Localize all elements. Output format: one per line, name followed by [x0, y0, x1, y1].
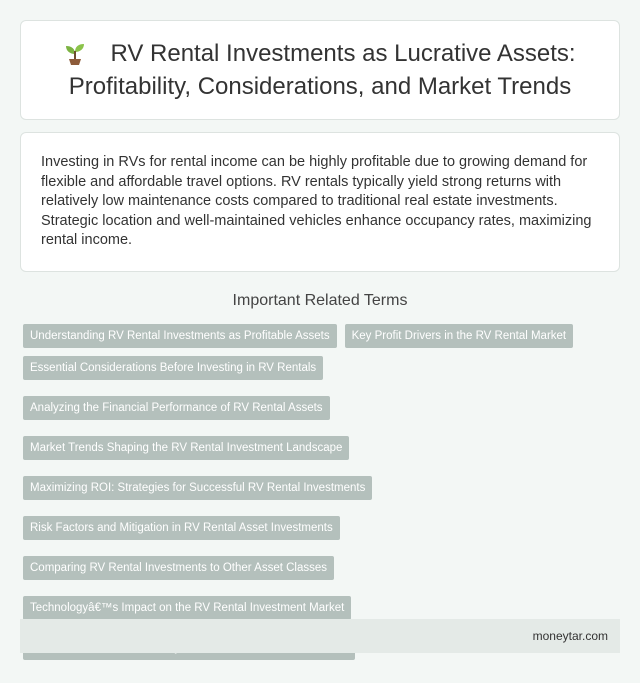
related-term-tag[interactable]: Maximizing ROI: Strategies for Successful RV Rental Investments	[23, 476, 372, 500]
footer	[20, 619, 620, 653]
related-term-tag[interactable]: Essential Considerations Before Investing in RV Rentals	[23, 356, 323, 380]
page-title-text: RV Rental Investments as Lucrative Assets: Profitability, Considerations, and Market Trends	[68, 40, 576, 100]
related-terms-list	[23, 324, 623, 660]
footer-site-name[interactable]: moneytar.com	[532, 629, 608, 643]
title-card	[20, 20, 620, 120]
related-term-tag[interactable]: Key Profit Drivers in the RV Rental Market	[345, 324, 574, 348]
intro-text: Investing in RVs for rental income can be highly profitable due to growing demand for flexible and affordable travel options. RV rentals typically yield strong returns with relatively low maintenance costs compared to traditional real estate investments. Strategic location and well-maintained vehicles enhance occupancy rates, maximizing rental income.	[41, 154, 592, 248]
page-title	[41, 39, 599, 101]
sprout-icon	[64, 41, 86, 72]
intro-card	[20, 132, 620, 272]
related-term-tag[interactable]: Market Trends Shaping the RV Rental Investment Landscape	[23, 436, 349, 460]
related-term-tag[interactable]: Comparing RV Rental Investments to Other Asset Classes	[23, 556, 334, 580]
related-term-tag[interactable]: Understanding RV Rental Investments as Profitable Assets	[23, 324, 337, 348]
related-term-tag[interactable]: Analyzing the Financial Performance of RV Rental Assets	[23, 396, 330, 420]
related-term-tag[interactable]: Technologyâ€™s Impact on the RV Rental Investment Market	[23, 596, 351, 620]
related-term-tag[interactable]: Risk Factors and Mitigation in RV Rental Asset Investments	[23, 516, 340, 540]
related-terms-heading: Important Related Terms	[232, 292, 408, 309]
